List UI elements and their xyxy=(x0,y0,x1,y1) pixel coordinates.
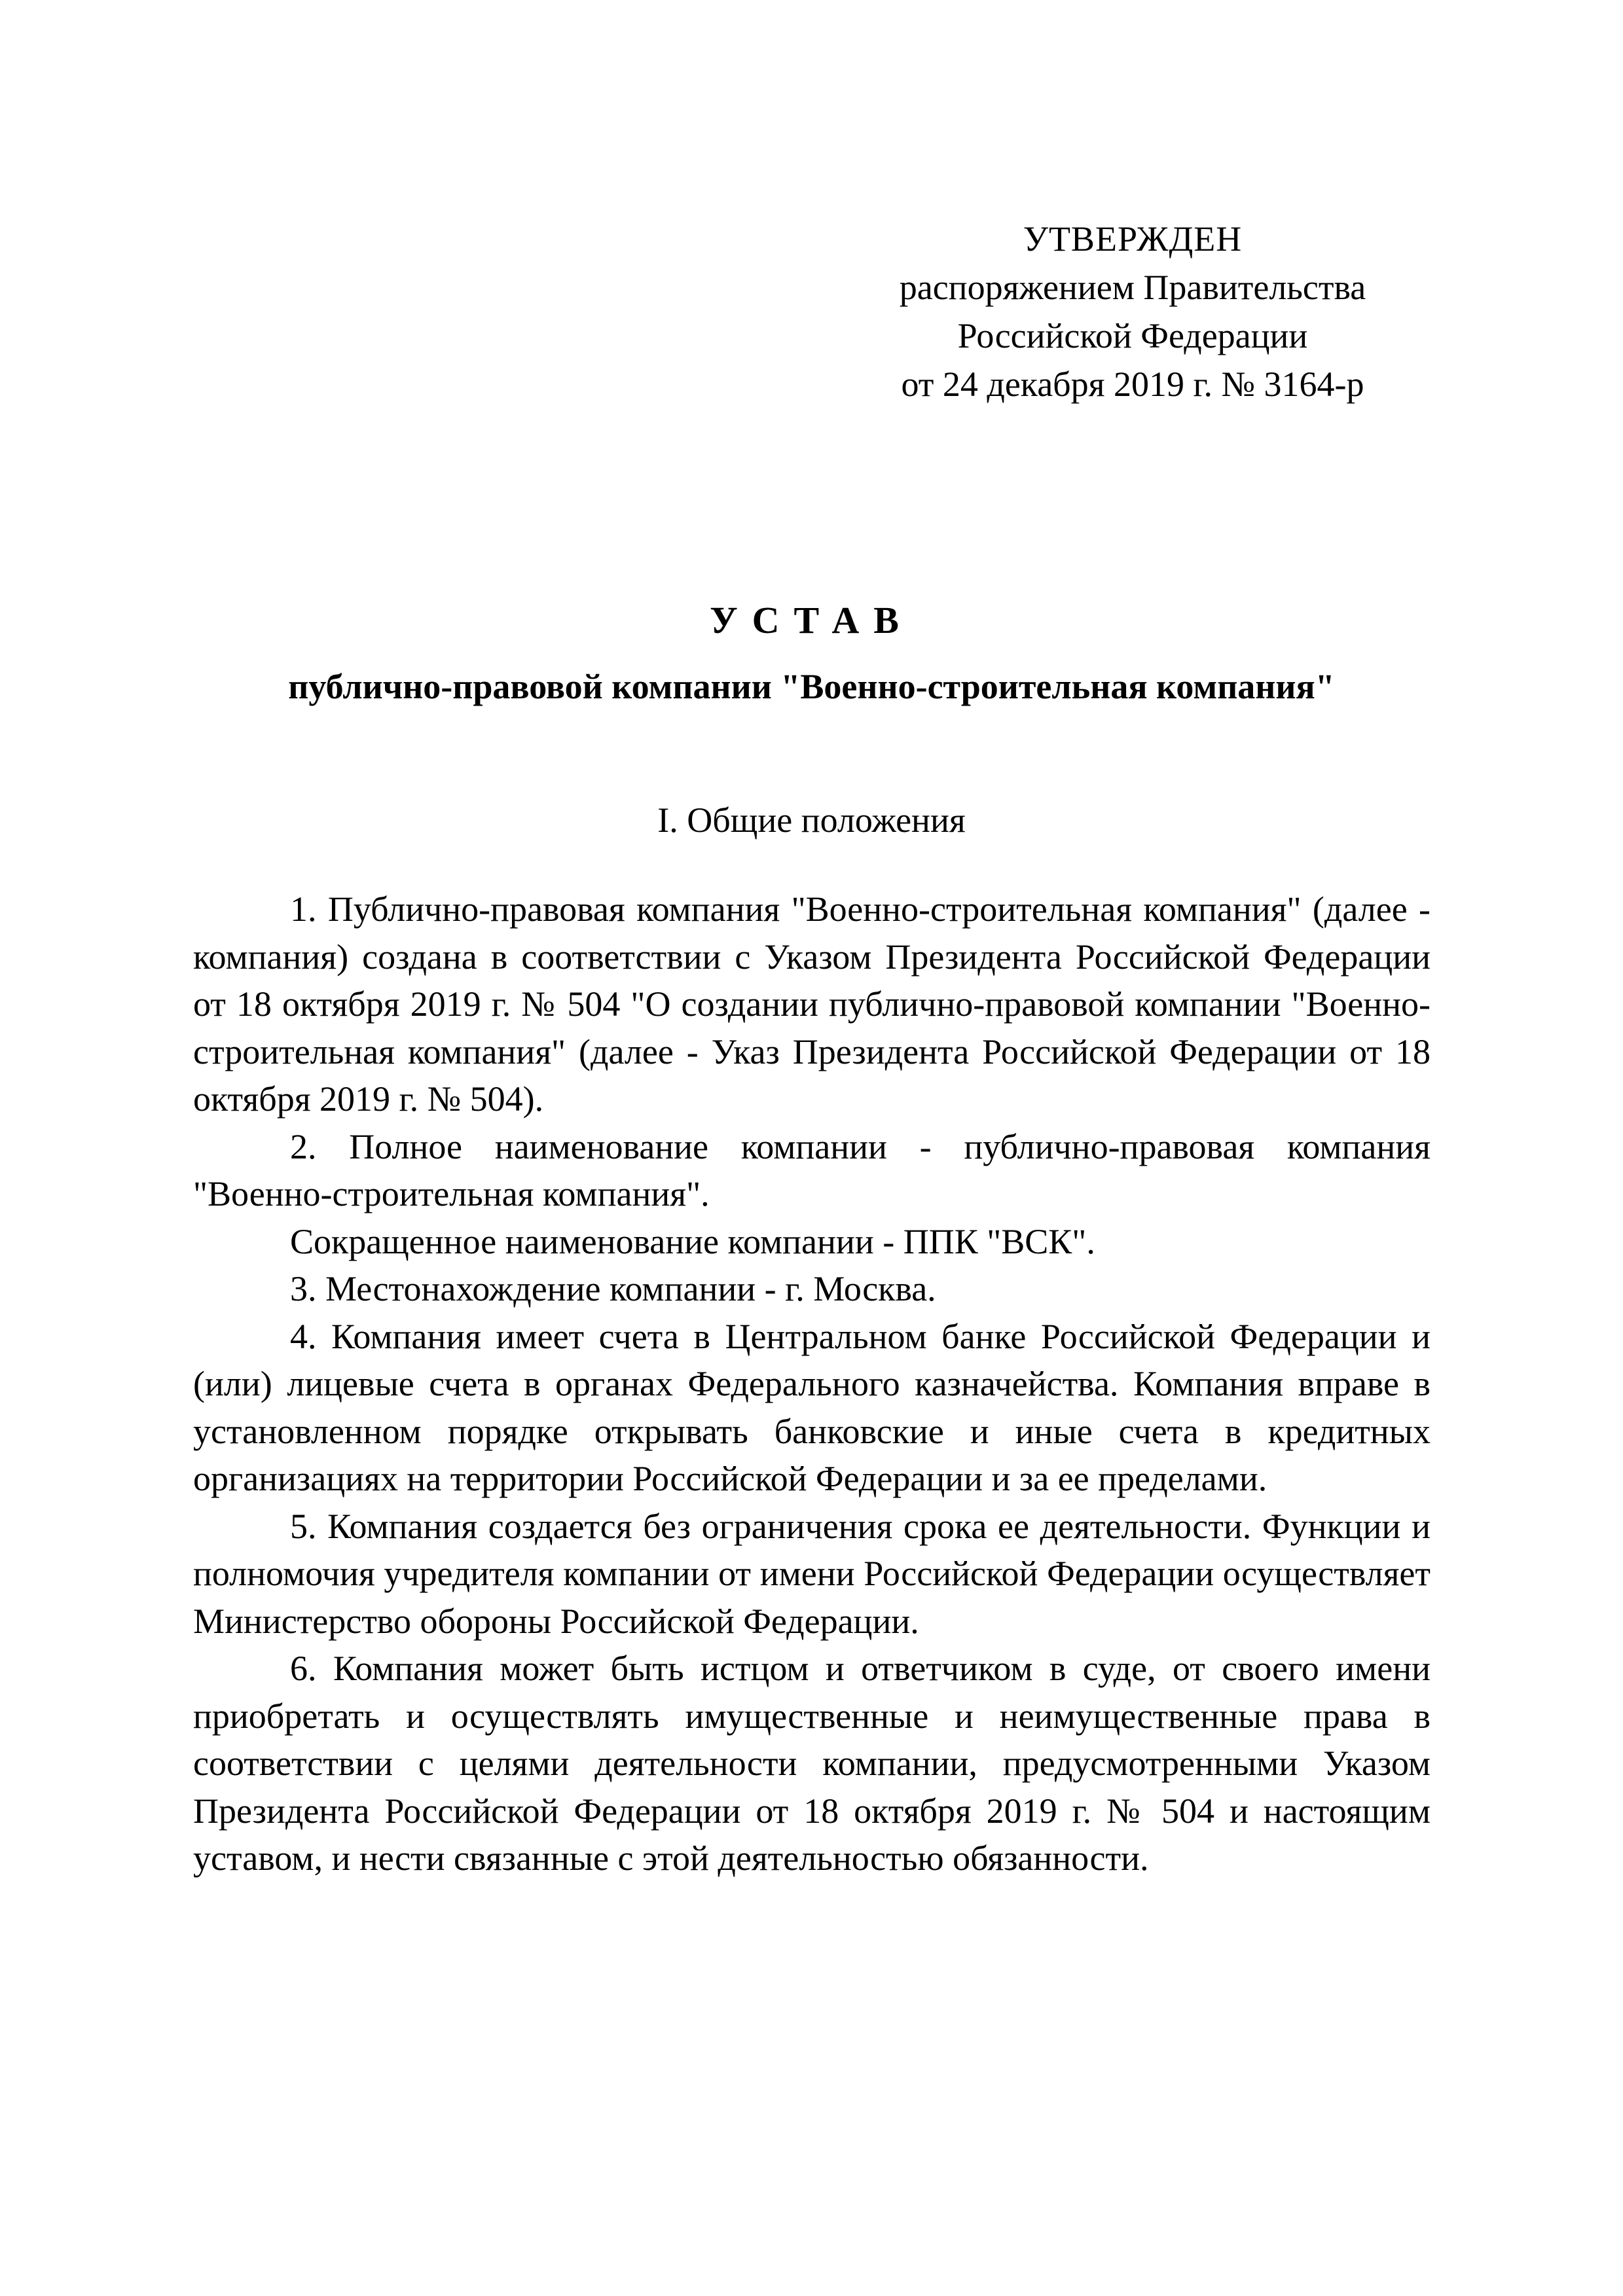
paragraph: 4. Компания имеет счета в Центральном банке Российской Федерации и (или) лицевые счета в органах Федерального казначейства. Компания вправе в установленном порядке открывать банковские и иные счета в кредитных организациях на территории Российской Федерации и за ее пределами. xyxy=(193,1316,1431,1498)
approval-date-number: от 24 декабря 2019 г. № 3164-р xyxy=(901,365,1364,404)
paragraph: 1. Публично-правовая компания "Военно-строительная компания" (далее - компания) создана в соответствии с Указом Президента Российской Федерации от 18 октября 2019 г. № 504 "О создании публично-правовой компании "Военно-строительная компания" (далее - Указ Президента Российской Федерации от 18 октября 2019 г. № 504). xyxy=(193,889,1431,1119)
document-subtitle: публично-правовой компании "Военно-строительная компания" xyxy=(288,667,1335,706)
paragraph: 3. Местонахождение компании - г. Москва. xyxy=(290,1269,936,1308)
document-title: УСТАВ xyxy=(710,599,913,641)
document-body xyxy=(193,886,1431,1882)
approval-approved: УТВЕРЖДЕН xyxy=(1023,219,1243,259)
approval-country: Российской Федерации xyxy=(957,316,1308,355)
paragraph: 2. Полное наименование компании - публично-правовая компания "Военно-строительная компания". xyxy=(193,1126,1431,1213)
approval-stamp xyxy=(851,215,1414,408)
approval-authority: распоряжением Правительства xyxy=(899,268,1366,307)
paragraph: Сокращенное наименование компании - ППК "ВСК". xyxy=(290,1221,1095,1261)
paragraph: 5. Компания создается без ограничения срока ее деятельности. Функции и полномочия учредителя компании от имени Российской Федерации осуществляет Министерство обороны Российской Федерации. xyxy=(193,1506,1431,1641)
paragraph: 6. Компания может быть истцом и ответчиком в суде, от своего имени приобретать и осуществлять имущественные и неимущественные права в соответствии с целями деятельности компании, предусмотренными Указом Президента Российской Федерации от 18 октября 2019 г. № 504 и настоящим уставом, и нести связанные с этой деятельностью обязанности. xyxy=(193,1649,1431,1878)
section-heading: I. Общие положения xyxy=(657,800,966,840)
